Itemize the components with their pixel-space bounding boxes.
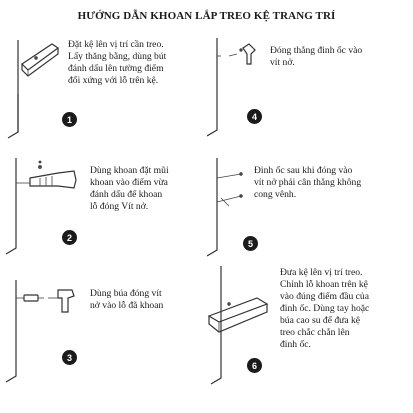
step-1: [0, 34, 206, 154]
page-title: HƯỚNG DẪN KHOAN LẮP TREO KỆ TRANG TRÍ: [77, 10, 336, 22]
shelf-mounted-illustration: [207, 260, 287, 390]
step-5-number-badge: 5: [243, 236, 258, 251]
step-3-number-badge: 3: [62, 350, 77, 365]
step-2-number-badge: 2: [62, 230, 77, 245]
step-1-text: Đặt kệ lên vị trí cần treo. Lấy thăng bằng, dùng bút đánh dấu lên tường điểm đối xứng với lỗ trên kệ.: [68, 39, 167, 86]
step-2-text: Dùng khoan đặt mũi khoan vào điểm vừa đánh dấu để khoan lỗ đóng Vít nở.: [90, 165, 169, 212]
step-6-text: Đưa kệ lên vị trí treo. Chỉnh lỗ khoan trên kệ vào đúng điểm đầu của đinh ốc. Dùng tay hoặc búa cao su để đưa kệ treo chắc chắn lên đinh ốc.: [280, 267, 370, 350]
hammer-wall-plug-illustration: [0, 280, 90, 390]
step-5-text: Đinh ốc sau khi đóng vào vít nở phải cân thẳng không cong vênh.: [254, 165, 362, 200]
step-2: [0, 158, 206, 278]
drill-illustration: [0, 158, 90, 268]
step-6-number-badge: 6: [247, 358, 262, 373]
step-3: [0, 280, 206, 400]
step-6: [207, 260, 413, 380]
step-4-text: Đóng thẳng đinh ốc vào vít nở.: [270, 45, 363, 68]
shelf-on-wall-illustration: [0, 34, 70, 144]
hammer-screw-illustration: [207, 34, 277, 144]
step-3-text: Dùng búa đóng vít nở vào lỗ đã khoan: [90, 288, 164, 311]
step-1-number-badge: 1: [62, 112, 77, 127]
step-4-number-badge: 4: [247, 109, 262, 124]
step-4: [207, 34, 413, 154]
